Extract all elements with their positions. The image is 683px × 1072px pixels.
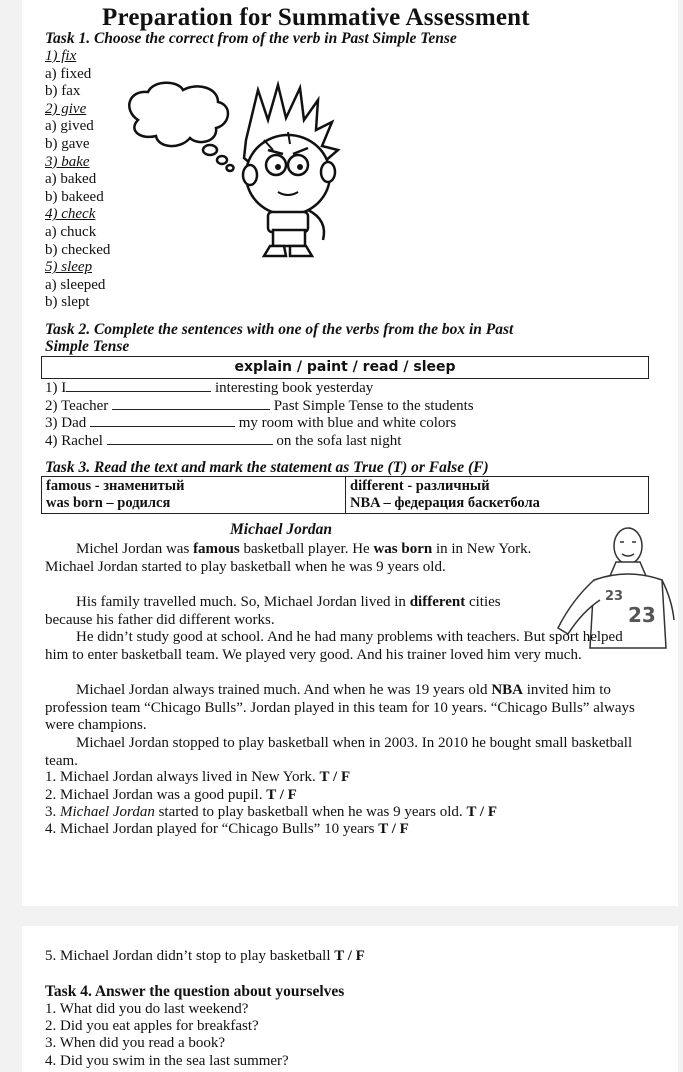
task2-sentence-4: 4) Rachel on the sofa last night	[45, 433, 402, 449]
question: 3. When did you read a book?	[45, 1035, 226, 1051]
page-2	[22, 926, 678, 1072]
task1-option: b) gave	[45, 135, 90, 152]
story-paragraph-2: His family travelled much. So, Michael Jordan lived in different cities because his father did different works.	[45, 594, 501, 628]
true-false-choice[interactable]: T / F	[334, 948, 365, 964]
task1-verb-4: 4) check	[45, 206, 96, 223]
vocab-cell: NBA – федерация баскетбола	[350, 495, 540, 511]
story-paragraph-3: He didn’t study good at school. And he had many problems with teachers. But sport helped him to enter basketball team. We played very good. And his trainer loved him very much.	[45, 629, 623, 663]
statement: 5. Michael Jordan didn’t stop to play basketball T / F	[45, 948, 365, 964]
thinking-boy-illustration	[118, 80, 348, 260]
task2-heading-line1: Task 2. Complete the sentences with one of the verbs from the box in Past	[45, 321, 514, 338]
task1-option: a) sleeped	[45, 276, 106, 293]
task1-verb-3: 3) bake	[45, 153, 90, 170]
story-title: Michael Jordan	[230, 521, 333, 538]
true-false-choice[interactable]: T / F	[466, 804, 498, 820]
task1-verb-1: 1) fix	[45, 48, 77, 64]
true-false-choice[interactable]: T / F	[378, 821, 409, 837]
task2-sentence-2: 2) Teacher Past Simple Tense to the students	[45, 398, 474, 414]
page-1	[22, 0, 678, 906]
task1-option: b) checked	[45, 241, 111, 258]
task2-sentence-3: 3) Dad my room with blue and white colors	[45, 415, 457, 431]
statement: 3. Michael Jordan started to play basketball when he was 9 years old. T / F	[45, 804, 498, 820]
task1-option: a) gived	[45, 118, 94, 135]
vocab-cell: was born – родился	[46, 495, 171, 511]
story-paragraph-5: Michael Jordan stopped to play basketball when in 2003. In 2010 he bought small basketball team.	[45, 735, 633, 769]
vocab-cell: famous - знаменитый	[46, 478, 185, 494]
task1-verb-2: 2) give	[45, 100, 87, 117]
statement: 1. Michael Jordan always lived in New York. T / F	[45, 769, 351, 785]
task1-option: a) fixed	[45, 65, 92, 82]
answer-blank[interactable]	[90, 414, 235, 427]
svg-text:23: 23	[628, 603, 656, 627]
task1-option: b) bakeed	[45, 188, 104, 205]
task2-sentence-1: 1) I interesting book yesterday	[45, 380, 374, 396]
statement: 4. Michael Jordan played for “Chicago Bulls” 10 years T / F	[45, 821, 409, 837]
task4-heading: Task 4. Answer the question about yourselves	[45, 983, 345, 1000]
task1-option: a) chuck	[45, 223, 97, 240]
task1-verb-5: 5) sleep	[45, 259, 93, 276]
task1-option: a) baked	[45, 171, 97, 188]
statement: 2. Michael Jordan was a good pupil. T / F	[45, 787, 297, 803]
question: 1. What did you do last weekend?	[45, 1001, 249, 1017]
verb-box: explain / paint / read / sleep	[41, 356, 649, 379]
svg-text:23: 23	[605, 589, 624, 604]
question: 2. Did you eat apples for breakfast?	[45, 1018, 259, 1034]
true-false-choice[interactable]: T / F	[319, 769, 351, 785]
answer-blank[interactable]	[112, 397, 270, 410]
true-false-choice[interactable]: T / F	[266, 787, 297, 803]
task1-option: b) fax	[45, 83, 81, 100]
page-title: Preparation for Summative Assessment	[102, 4, 530, 31]
task3-heading: Task 3. Read the text and mark the statement as True (T) or False (F)	[45, 459, 489, 476]
answer-blank[interactable]	[107, 432, 273, 445]
question: 4. Did you swim in the sea last summer?	[45, 1053, 289, 1069]
vocab-cell: different - различный	[350, 478, 490, 494]
vocab-table	[41, 476, 649, 514]
task1-heading: Task 1. Choose the correct from of the verb in Past Simple Tense	[45, 30, 457, 47]
task1-list	[45, 48, 110, 312]
story-paragraph-1: Michel Jordan was famous basketball player. He was born in in New York. Michael Jordan started to play basketball when he was 9 years old.	[45, 541, 532, 575]
task2-heading-line2: Simple Tense	[45, 338, 130, 355]
answer-blank[interactable]	[66, 379, 211, 392]
story-paragraph-4: Michael Jordan always trained much. And when he was 19 years old NBA invited him to profession team “Chicago Bulls”. Jordan played in this team for 10 years. “Chicago Bulls” always were champions.	[45, 682, 635, 734]
task1-option: b) slept	[45, 294, 90, 311]
